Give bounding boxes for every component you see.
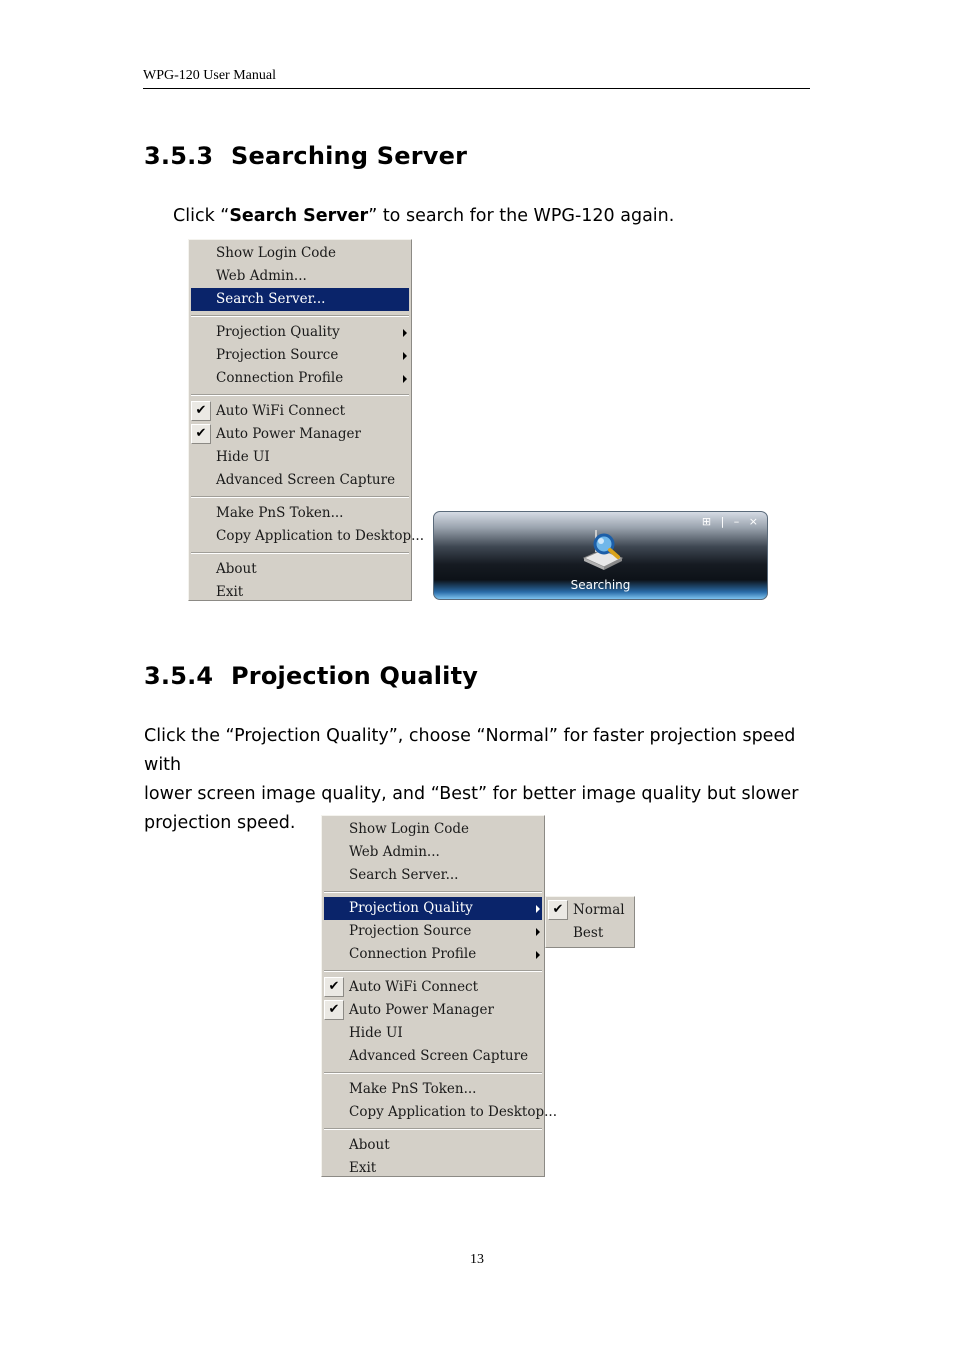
menu-item-label: Projection Source xyxy=(216,347,339,363)
menu-item-exit[interactable] xyxy=(324,1157,542,1180)
menu-item-label: Projection Quality xyxy=(349,900,473,916)
menu-item-label: Hide UI xyxy=(216,449,270,465)
menu-item-label: About xyxy=(349,1137,390,1153)
menu-item-label: Auto WiFi Connect xyxy=(349,979,479,995)
menu-item-search-server[interactable] xyxy=(191,288,409,311)
menu-item-label: Advanced Screen Capture xyxy=(216,472,396,488)
submenu-arrow-icon xyxy=(536,951,540,959)
page-number: 13 xyxy=(470,1252,484,1267)
menu-separator xyxy=(324,1072,542,1074)
instruction-bold-text: Search Server xyxy=(229,206,369,226)
menu-item-projection-quality[interactable] xyxy=(324,897,542,920)
submenu-arrow-icon xyxy=(536,928,540,936)
menu-item-label: Exit xyxy=(216,584,244,600)
menu-item-label: Auto Power Manager xyxy=(349,1002,494,1018)
submenu-arrow-icon xyxy=(536,905,540,913)
checkmark-icon: ✔ xyxy=(548,900,568,920)
menu-item-label: Show Login Code xyxy=(349,821,470,837)
section-number: 3.5.4 xyxy=(144,662,214,690)
instruction-text-end: ” to search for the WPG-120 again. xyxy=(368,206,675,226)
menu-item-about[interactable] xyxy=(324,1134,542,1157)
menu-item-label: Hide UI xyxy=(349,1025,403,1041)
menu-item-auto-power-manager[interactable] xyxy=(324,999,542,1022)
section-number: 3.5.3 xyxy=(144,142,214,170)
menu-item-label: Make PnS Token... xyxy=(349,1081,477,1097)
menu-separator xyxy=(324,970,542,972)
menu-item-connection-profile[interactable] xyxy=(191,367,409,390)
menu-item-label: Projection Quality xyxy=(216,324,340,340)
checkmark-icon: ✔ xyxy=(191,401,211,421)
context-menu-2 xyxy=(321,815,557,1177)
menu-item-label: Auto Power Manager xyxy=(216,426,361,442)
window-controls[interactable]: ⊞ | – × xyxy=(701,515,761,528)
menu-item-copy-application[interactable] xyxy=(324,1101,557,1124)
menu-item-label: Projection Source xyxy=(349,923,472,939)
menu-item-label: Search Server... xyxy=(216,291,326,307)
menu-item-copy-application[interactable] xyxy=(191,525,424,548)
menu-item-label: Advanced Screen Capture xyxy=(349,1048,529,1064)
menu-item-label: Web Admin... xyxy=(349,844,440,860)
menu-item-hide-ui[interactable] xyxy=(191,446,409,469)
menu-item-web-admin[interactable] xyxy=(191,265,409,288)
menu-item-web-admin[interactable] xyxy=(324,841,542,864)
menu-item-label: Best xyxy=(573,925,604,941)
submenu-arrow-icon xyxy=(403,375,407,383)
menu-item-projection-source[interactable] xyxy=(324,920,542,943)
paragraph-line: lower screen image quality, and “Best” for better image quality but slower xyxy=(144,784,799,804)
submenu-item-best[interactable] xyxy=(548,922,632,945)
menu-separator xyxy=(191,394,409,396)
searching-status-text: Searching xyxy=(570,578,631,592)
menu-item-show-login-code[interactable] xyxy=(324,818,542,841)
menu-item-advanced-screen-capture[interactable] xyxy=(191,469,409,492)
menu-item-auto-power-manager[interactable] xyxy=(191,423,409,446)
menu-item-label: Connection Profile xyxy=(349,946,477,962)
submenu-arrow-icon xyxy=(403,329,407,337)
menu-item-make-pns-token[interactable] xyxy=(191,502,409,525)
menu-item-exit[interactable] xyxy=(191,581,409,604)
search-server-icon xyxy=(580,526,626,572)
searching-widget xyxy=(433,511,768,600)
checkmark-icon: ✔ xyxy=(324,977,344,997)
menu-item-projection-quality[interactable] xyxy=(191,321,409,344)
menu-item-label: About xyxy=(216,561,257,577)
menu-separator xyxy=(324,891,542,893)
menu-item-label: Exit xyxy=(349,1160,377,1176)
submenu-arrow-icon xyxy=(403,352,407,360)
paragraph-line: Click the “Projection Quality”, choose “Normal” for faster projection speed with xyxy=(144,726,796,775)
menu-separator xyxy=(191,496,409,498)
manual-title: WPG-120 User Manual xyxy=(143,68,276,83)
menu-item-label: Copy Application to Desktop... xyxy=(349,1104,557,1120)
menu-item-search-server[interactable] xyxy=(324,864,542,887)
section-title: Searching Server xyxy=(231,142,468,170)
paragraph-line: projection speed. xyxy=(144,813,296,833)
menu-item-auto-wifi-connect[interactable] xyxy=(191,400,409,423)
checkmark-icon: ✔ xyxy=(191,424,211,444)
instruction-text: Click “ xyxy=(173,206,230,226)
menu-item-about[interactable] xyxy=(191,558,409,581)
context-menu-1 xyxy=(188,239,424,601)
projection-quality-submenu xyxy=(545,896,635,948)
section-instruction xyxy=(173,202,674,231)
menu-item-label: Make PnS Token... xyxy=(216,505,344,521)
submenu-item-normal[interactable] xyxy=(548,899,632,922)
menu-item-label: Normal xyxy=(573,902,625,918)
checkmark-icon: ✔ xyxy=(324,1000,344,1020)
menu-item-show-login-code[interactable] xyxy=(191,242,409,265)
menu-item-label: Connection Profile xyxy=(216,370,344,386)
menu-item-label: Search Server... xyxy=(349,867,459,883)
menu-item-label: Copy Application to Desktop... xyxy=(216,528,424,544)
menu-item-hide-ui[interactable] xyxy=(324,1022,542,1045)
menu-item-label: Show Login Code xyxy=(216,245,337,261)
menu-item-label: Auto WiFi Connect xyxy=(216,403,346,419)
menu-item-projection-source[interactable] xyxy=(191,344,409,367)
section-heading-searching-server xyxy=(144,142,467,170)
section-heading-projection-quality xyxy=(144,662,478,690)
menu-item-label: Web Admin... xyxy=(216,268,307,284)
menu-item-auto-wifi-connect[interactable] xyxy=(324,976,542,999)
menu-separator xyxy=(324,1128,542,1130)
menu-separator xyxy=(191,552,409,554)
menu-item-make-pns-token[interactable] xyxy=(324,1078,542,1101)
page-header xyxy=(143,66,810,89)
menu-separator xyxy=(191,315,409,317)
section-title: Projection Quality xyxy=(231,662,479,690)
menu-item-connection-profile[interactable] xyxy=(324,943,542,966)
menu-item-advanced-screen-capture[interactable] xyxy=(324,1045,542,1068)
